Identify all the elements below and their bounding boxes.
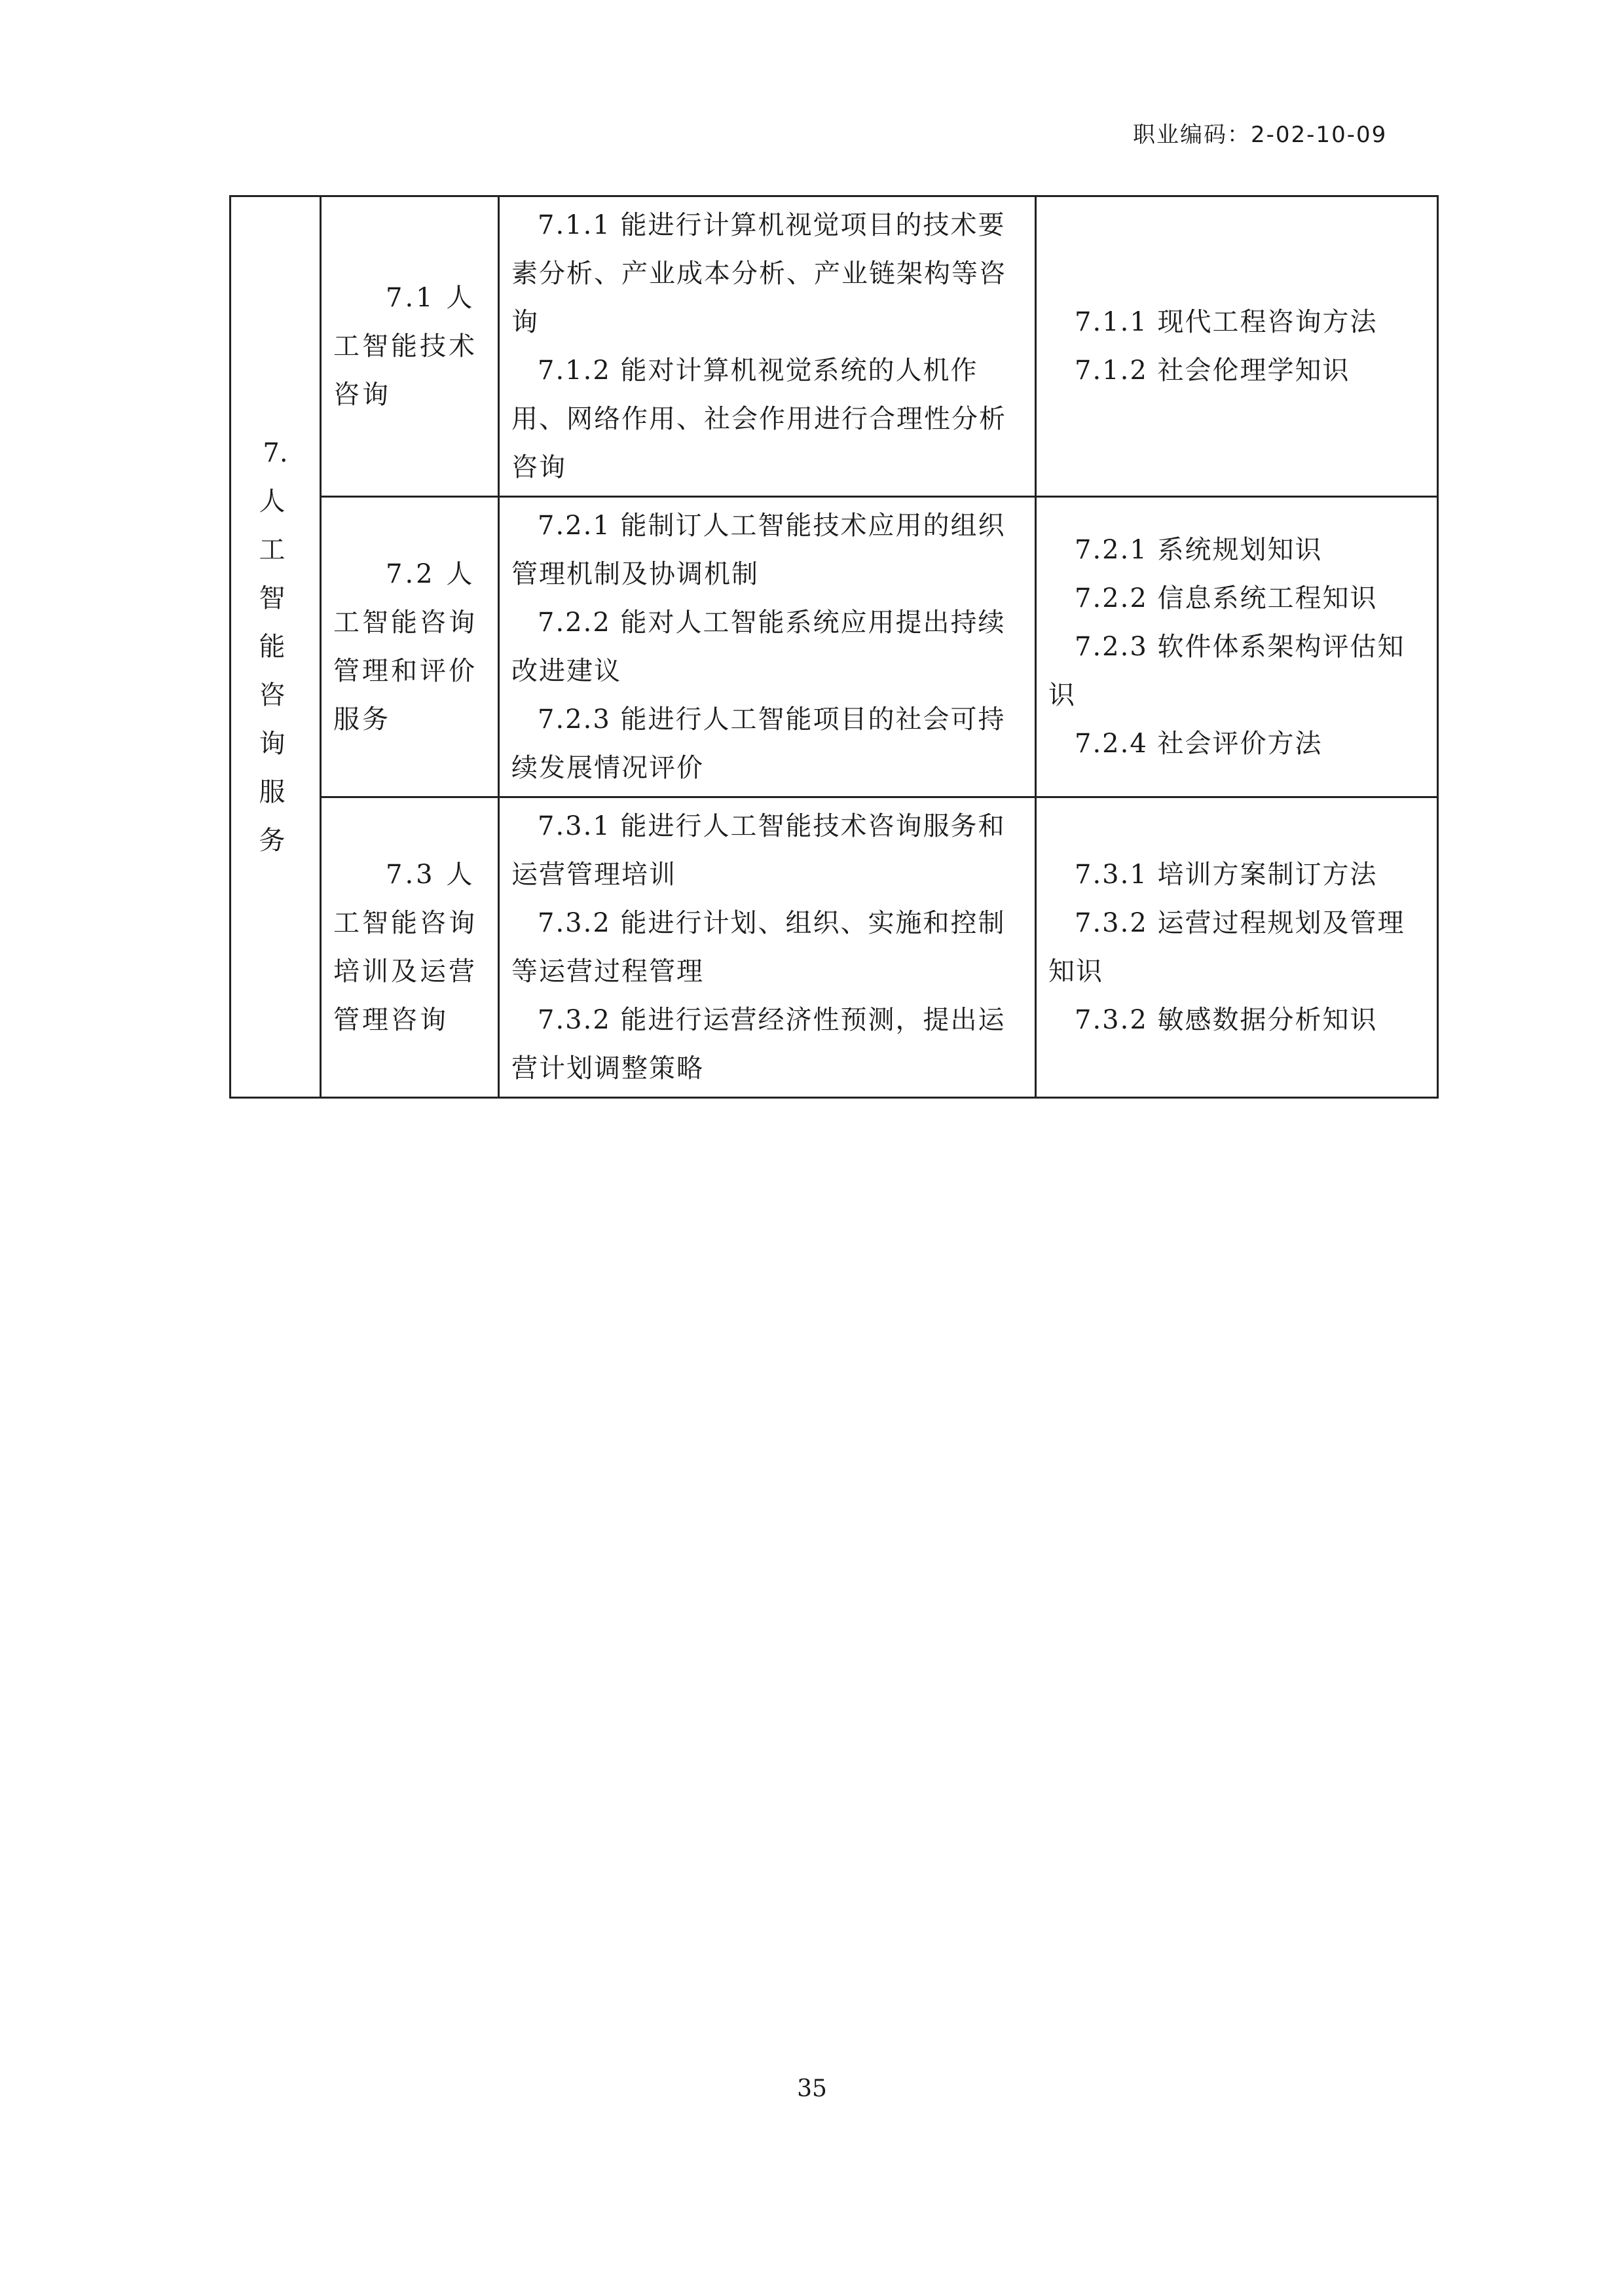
occupation-code: 职业编码：2-02-10-09 <box>1133 122 1388 148</box>
module-number: 7. <box>263 438 288 468</box>
knowledge-cell <box>1036 797 1438 1098</box>
unit-title: 7.1 人工智能技术咨询 <box>321 196 499 497</box>
knowledge-item: 7.3.2 运营过程规划及管理知识 <box>1048 908 1405 987</box>
skill-cell <box>499 196 1036 497</box>
skill-item: 7.2.1 能制订人工智能技术应用的组织管理机制及协调机制 <box>511 511 1006 589</box>
skill-item: 7.3.1 能进行人工智能技术咨询服务和运营管理培训 <box>511 811 1006 890</box>
knowledge-item: 7.2.3 软件体系架构评估知识 <box>1048 632 1405 710</box>
module-title: 人工智能咨询服务 <box>259 486 292 856</box>
knowledge-item: 7.2.1 系统规划知识 <box>1075 535 1323 565</box>
unit-title: 7.3 人工智能咨询培训及运营管理咨询 <box>321 797 499 1098</box>
skill-cell <box>499 497 1036 797</box>
skill-requirements-table <box>229 195 1439 1099</box>
skill-cell <box>499 797 1036 1098</box>
skill-item: 7.1.2 能对计算机视觉系统的人机作用、网络作用、社会作用进行合理性分析咨询 <box>511 355 1006 483</box>
table-row <box>231 797 1438 1098</box>
table-row <box>231 497 1438 797</box>
skill-item: 7.1.1 能进行计算机视觉项目的技术要素分析、产业成本分析、产业链架构等咨询 <box>511 210 1006 337</box>
knowledge-item: 7.2.4 社会评价方法 <box>1075 729 1323 759</box>
knowledge-cell <box>1036 196 1438 497</box>
skill-item: 7.3.2 能进行运营经济性预测，提出运营计划调整策略 <box>511 1005 1006 1084</box>
knowledge-item: 7.1.1 现代工程咨询方法 <box>1075 307 1378 337</box>
knowledge-item: 7.1.2 社会伦理学知识 <box>1075 355 1350 386</box>
skill-item: 7.2.2 能对人工智能系统应用提出持续改进建议 <box>511 608 1006 686</box>
skill-item: 7.2.3 能进行人工智能项目的社会可持续发展情况评价 <box>511 704 1006 783</box>
skill-item: 7.3.2 能进行计划、组织、实施和控制等运营过程管理 <box>511 908 1006 987</box>
unit-title: 7.2 人工智能咨询管理和评价服务 <box>321 497 499 797</box>
knowledge-item: 7.3.2 敏感数据分析知识 <box>1075 1005 1378 1035</box>
module-cell <box>231 196 321 1098</box>
knowledge-item: 7.2.2 信息系统工程知识 <box>1075 583 1378 613</box>
table-row <box>231 196 1438 497</box>
knowledge-item: 7.3.1 培训方案制订方法 <box>1075 860 1378 890</box>
knowledge-cell <box>1036 497 1438 797</box>
page-number: 35 <box>797 2075 827 2102</box>
